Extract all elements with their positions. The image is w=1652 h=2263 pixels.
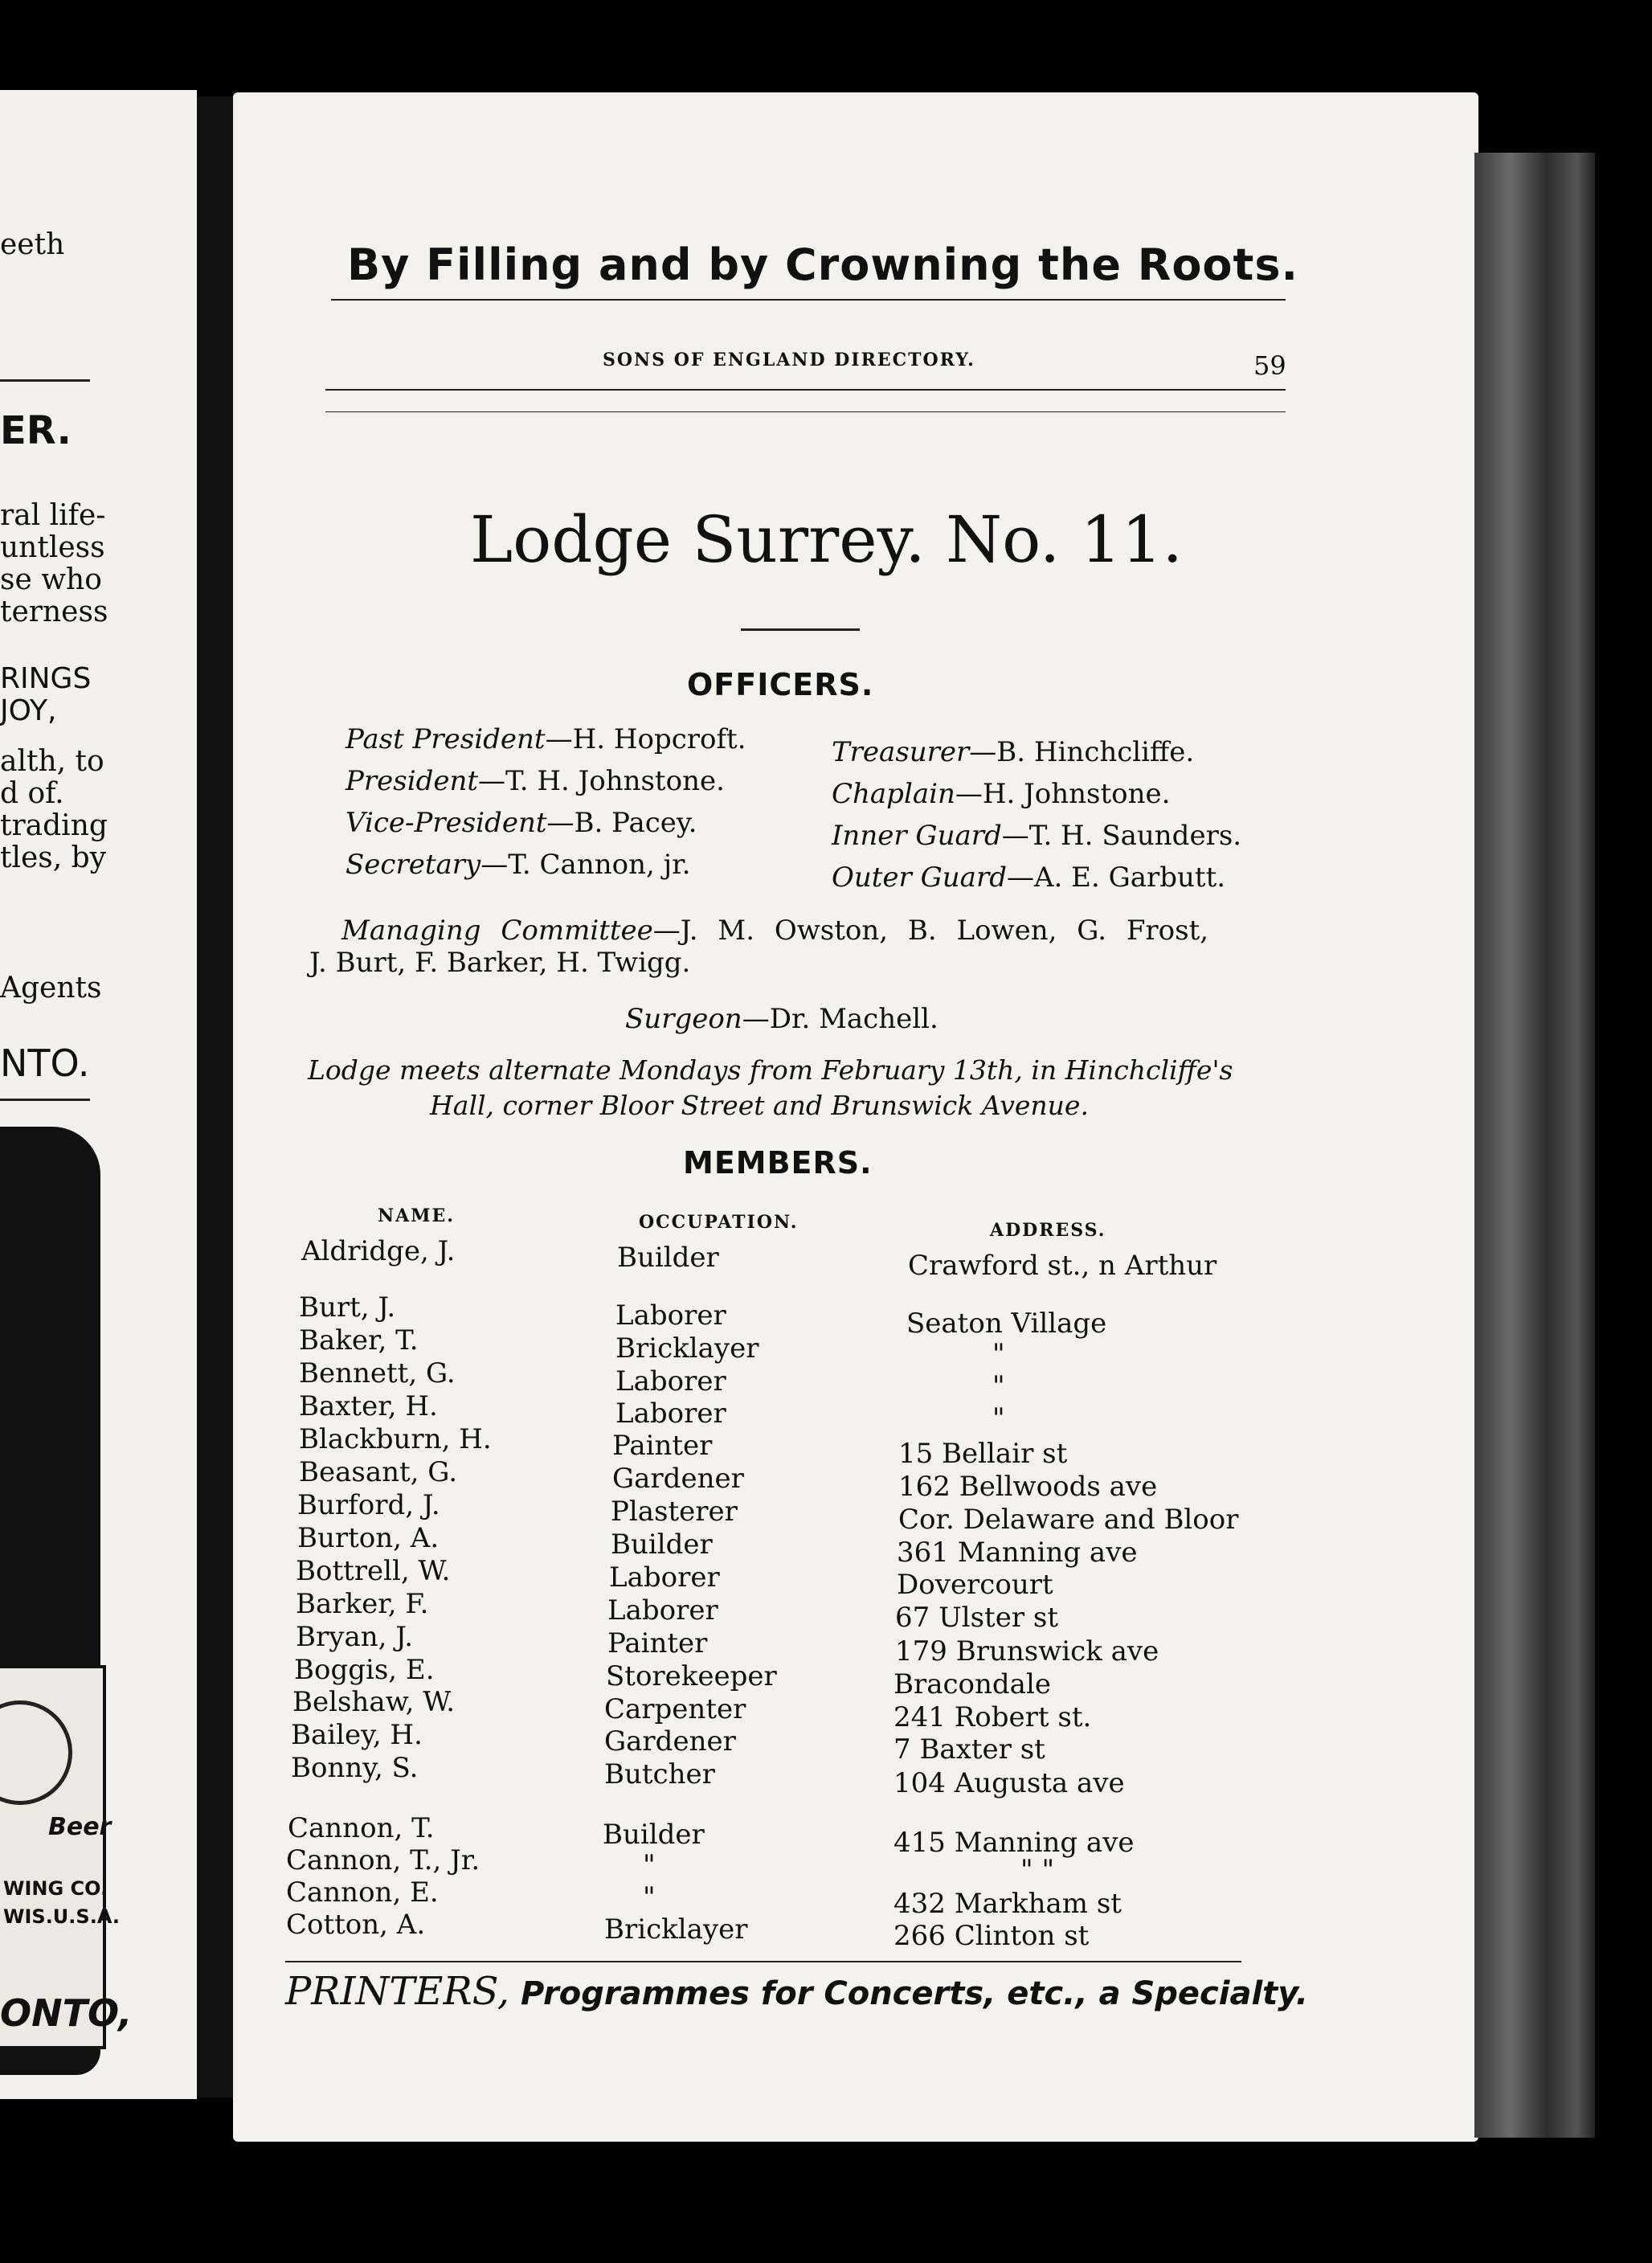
member-occupation: Butcher [604,1758,715,1790]
officer-entry [832,778,1170,810]
left-page-line: untless [0,531,105,564]
officer-role: Treasurer [832,736,970,768]
left-page-rule [0,1099,90,1101]
top-advertisement: By Filling and by Crowning the Roots. [347,239,1298,290]
officer-role: President [346,765,479,797]
member-address: 7 Baxter st [893,1733,1045,1766]
member-name: Baxter, H. [299,1390,438,1422]
meeting-note-line-2: Hall, corner Bloor Street and Brunswick Avenue. [430,1090,1089,1121]
member-name: Blackburn, H. [299,1423,492,1455]
left-page-rule [0,379,90,382]
member-address: 415 Manning ave [893,1827,1135,1859]
bottom-advertisement [285,1969,1308,2014]
surgeon-role: Surgeon [625,1003,742,1035]
member-occupation: Laborer [615,1397,726,1430]
officer-role: Vice-President [346,807,547,839]
member-address: Crawford st., n Arthur [908,1250,1217,1282]
left-page-line: se who [0,563,102,596]
left-page-line: eeth [0,228,65,261]
officer-entry [346,723,746,755]
officer-name: —B. Hinchcliffe. [969,736,1195,768]
member-occupation: Gardener [612,1463,744,1495]
member-occupation: Storekeeper [606,1660,777,1692]
member-address: Seaton Village [906,1307,1107,1340]
member-address: " [992,1402,1005,1434]
member-occupation: Painter [612,1430,713,1462]
officer-role: Secretary [346,849,481,881]
left-page-line: ONTO, [0,1991,133,2035]
officer-entry [832,820,1241,852]
member-name: Cannon, T., Jr. [286,1844,480,1876]
member-occupation: Carpenter [604,1693,746,1725]
member-name: Barker, F. [296,1588,429,1620]
left-page-line: terness [0,595,108,628]
officer-entry [346,849,690,881]
member-name: Bryan, J. [296,1621,414,1653]
member-name: Burford, J. [297,1489,440,1521]
running-head: SONS OF ENGLAND DIRECTORY. [603,350,975,370]
surgeon-entry [625,1003,938,1035]
member-name: Burt, J. [299,1291,396,1324]
member-address: 67 Ulster st [895,1602,1059,1634]
member-occupation: Plasterer [611,1496,738,1528]
member-occupation: Laborer [615,1365,726,1397]
bottle-label-text: WIS.U.S.A. [3,1905,120,1928]
member-address: 15 Bellair st [898,1438,1068,1470]
lodge-title: Lodge Surrey. No. 11. [470,502,1183,577]
left-page-line: d of. [0,777,64,810]
member-address: 266 Clinton st [893,1920,1090,1952]
member-occupation: Laborer [615,1299,726,1332]
left-page-line: RINGS [0,662,92,695]
member-occupation: Builder [611,1528,713,1561]
left-page-line: JOY, [0,694,57,727]
officer-name: —A. E. Garbutt. [1006,861,1226,894]
left-page-line: Agents [0,972,102,1005]
member-occupation: " [643,1881,656,1913]
member-address: 361 Manning ave [897,1537,1138,1569]
left-page-line: ral life- [0,499,106,532]
top-rule [331,299,1286,301]
officer-role: Past President [346,723,546,755]
member-address: 432 Markham st [893,1888,1122,1920]
members-heading: MEMBERS. [683,1145,873,1181]
left-page-line: alth, to [0,745,104,778]
officer-role: Inner Guard [832,820,1002,852]
officer-name: —H. Johnstone. [955,778,1171,810]
column-header-occupation: OCCUPATION. [639,1212,799,1233]
header-rule [325,389,1286,391]
bottle-label-text: WING CO. [3,1877,108,1900]
officers-heading: OFFICERS. [687,667,874,702]
left-facing-page [0,90,197,2099]
officer-entry [832,736,1194,768]
member-address: " [992,1338,1005,1370]
committee-role: Managing Committee [341,915,653,947]
member-address: Dovercourt [897,1569,1053,1601]
member-address: 162 Bellwoods ave [898,1471,1158,1503]
committee-line-1 [341,915,1208,947]
officer-name: —T. H. Johnstone. [478,765,725,797]
meeting-note-line-1: Lodge meets alternate Mondays from February 13th, in Hinchcliffe's [308,1054,1233,1086]
column-header-address: ADDRESS. [990,1220,1106,1241]
officer-entry [346,807,697,839]
member-name: Bailey, H. [291,1719,423,1751]
bottle-seal [0,1700,72,1805]
member-name: Baker, T. [299,1324,419,1357]
member-occupation: Laborer [609,1561,720,1594]
member-name: Cotton, A. [286,1909,426,1941]
member-address: " [992,1370,1005,1402]
member-name: Bonny, S. [291,1752,419,1784]
member-name: Bennett, G. [299,1357,456,1389]
member-occupation: Gardener [604,1725,736,1758]
officer-name: —T. Cannon, jr. [480,849,691,881]
member-name: Bottrell, W. [296,1555,451,1587]
officer-role: Outer Guard [832,861,1007,894]
member-address: Bracondale [893,1668,1051,1700]
member-occupation: Laborer [607,1594,718,1627]
member-occupation: Builder [617,1242,719,1274]
header-rule-thin [325,411,1286,412]
member-address: 241 Robert st. [893,1701,1092,1733]
left-page-line: NTO. [0,1041,90,1085]
member-address: 104 Augusta ave [893,1767,1125,1799]
bottle-label-text: Beer [48,1813,112,1841]
page-block-edge [1474,153,1595,2138]
member-name: Belshaw, W. [292,1686,456,1718]
member-name: Boggis, E. [294,1654,435,1686]
left-page-line: trading [0,809,108,842]
officer-role: Chaplain [832,778,955,810]
officer-name: —T. H. Saunders. [1001,820,1242,852]
committee-line-2: J. Burt, F. Barker, H. Twigg. [309,947,691,979]
member-name: Aldridge, J. [301,1235,456,1267]
member-name: Burton, A. [297,1522,440,1554]
member-occupation: " [643,1849,656,1881]
member-occupation: Painter [607,1627,708,1659]
column-header-name: NAME. [378,1205,455,1226]
surgeon-name: —Dr. Machell. [742,1003,938,1035]
book-gutter [197,96,233,2097]
member-occupation: Builder [603,1819,705,1851]
member-occupation: Bricklayer [604,1913,748,1946]
member-name: Cannon, E. [286,1876,439,1909]
left-page-line: ER. [0,408,72,453]
member-address: 179 Brunswick ave [895,1635,1159,1668]
member-name: Cannon, T. [288,1812,435,1844]
officer-entry [832,861,1225,894]
bottom-rule [285,1961,1241,1962]
member-address: " " [1020,1854,1055,1886]
officer-name: —H. Hopcroft. [545,723,746,755]
member-address: Cor. Delaware and Bloor [898,1504,1239,1536]
bottom-ad-printers: PRINTERS, [285,1969,510,2014]
bottom-ad-specialty: Programmes for Concerts, etc., a Specialty. [509,1975,1308,2012]
officer-entry [346,765,725,797]
left-page-line: tles, by [0,841,107,874]
title-ornament-rule [741,628,860,631]
officer-name: —B. Pacey. [546,807,697,839]
page-number: 59 [1253,350,1286,381]
member-name: Beasant, G. [299,1456,458,1488]
member-occupation: Bricklayer [615,1332,759,1365]
committee-names: —J. M. Owston, B. Lowen, G. Frost, [652,915,1209,947]
